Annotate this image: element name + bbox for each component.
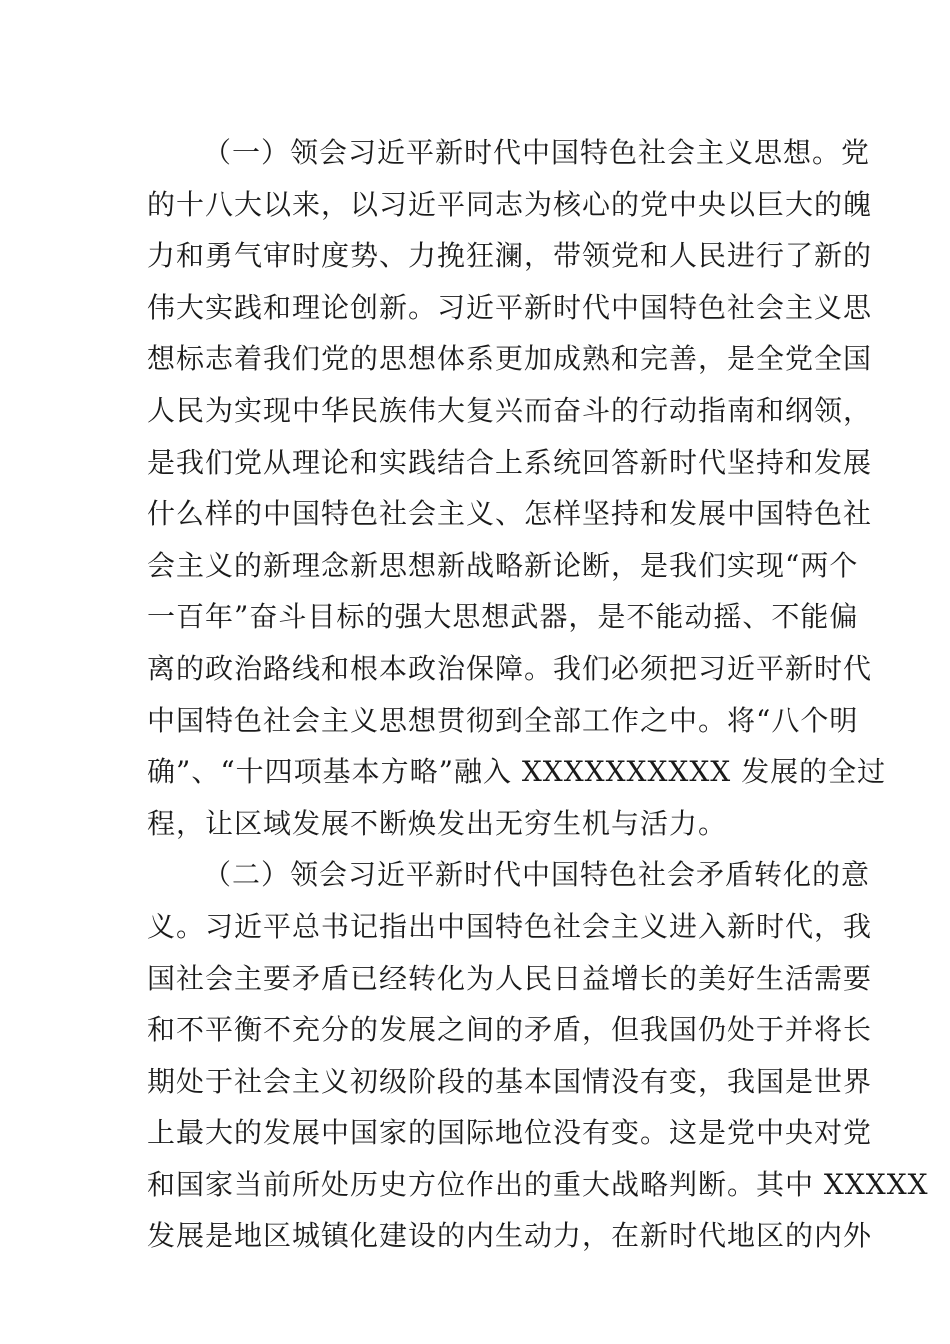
paragraph-1	[147, 127, 887, 849]
paragraph-line: 义。习近平总书记指出中国特色社会主义进入新时代，我	[147, 909, 873, 943]
paragraph-line: 什么样的中国特色社会主义、怎样坚持和发展中国特色社	[147, 497, 873, 531]
paragraph-line: 是我们党从理论和实践结合上系统回答新时代坚持和发展	[147, 445, 873, 479]
paragraph-line: 国社会主要矛盾已经转化为人民日益增长的美好生活需要	[147, 961, 873, 995]
paragraph-line: 一百年”奋斗目标的强大思想武器，是不能动摇、不能偏	[147, 600, 859, 634]
paragraph-line: 发展是地区城镇化建设的内生动力，在新时代地区的内外	[147, 1219, 873, 1253]
paragraph-line: （一）领会习近平新时代中国特色社会主义思想。党	[203, 136, 871, 169]
paragraph-line: 期处于社会主义初级阶段的基本国情没有变，我国是世界	[147, 1064, 873, 1098]
paragraph-line: 确”、“十四项基本方略”融入 XXXXXXXXXX 发展的全过	[147, 755, 887, 789]
paragraph-line: 想标志着我们党的思想体系更加成熟和完善，是全党全国	[147, 342, 873, 376]
paragraph-line: 上最大的发展中国家的国际地位没有变。这是党中央对党	[147, 1116, 873, 1150]
body-text	[147, 127, 929, 1262]
paragraph-line: 中国特色社会主义思想贯彻到全部工作之中。将“八个明	[147, 703, 859, 737]
paragraph-line: 会主义的新理念新思想新战略新论断，是我们实现“两个	[147, 548, 859, 582]
paragraph-line: 人民为实现中华民族伟大复兴而奋斗的行动指南和纲领，	[147, 393, 873, 427]
paragraph-line: 和国家当前所处历史方位作出的重大战略判断。其中 XXXXX	[147, 1167, 929, 1201]
paragraph-line: 和不平衡不充分的发展之间的矛盾，但我国仍处于并将长	[147, 1013, 873, 1047]
paragraph-line: （二）领会习近平新时代中国特色社会矛盾转化的意	[203, 858, 871, 892]
paragraph-line: 伟大实践和理论创新。习近平新时代中国特色社会主义思	[147, 290, 873, 324]
paragraph-line: 离的政治路线和根本政治保障。我们必须把习近平新时代	[147, 651, 873, 685]
paragraph-line: 的十八大以来，以习近平同志为核心的党中央以巨大的魄	[147, 187, 873, 221]
paragraph-line: 程，让区域发展不断焕发出无穷生机与活力。	[147, 806, 728, 840]
paragraph-line: 力和勇气审时度势、力挽狂澜，带领党和人民进行了新的	[147, 239, 873, 273]
paragraph-2	[147, 849, 929, 1262]
